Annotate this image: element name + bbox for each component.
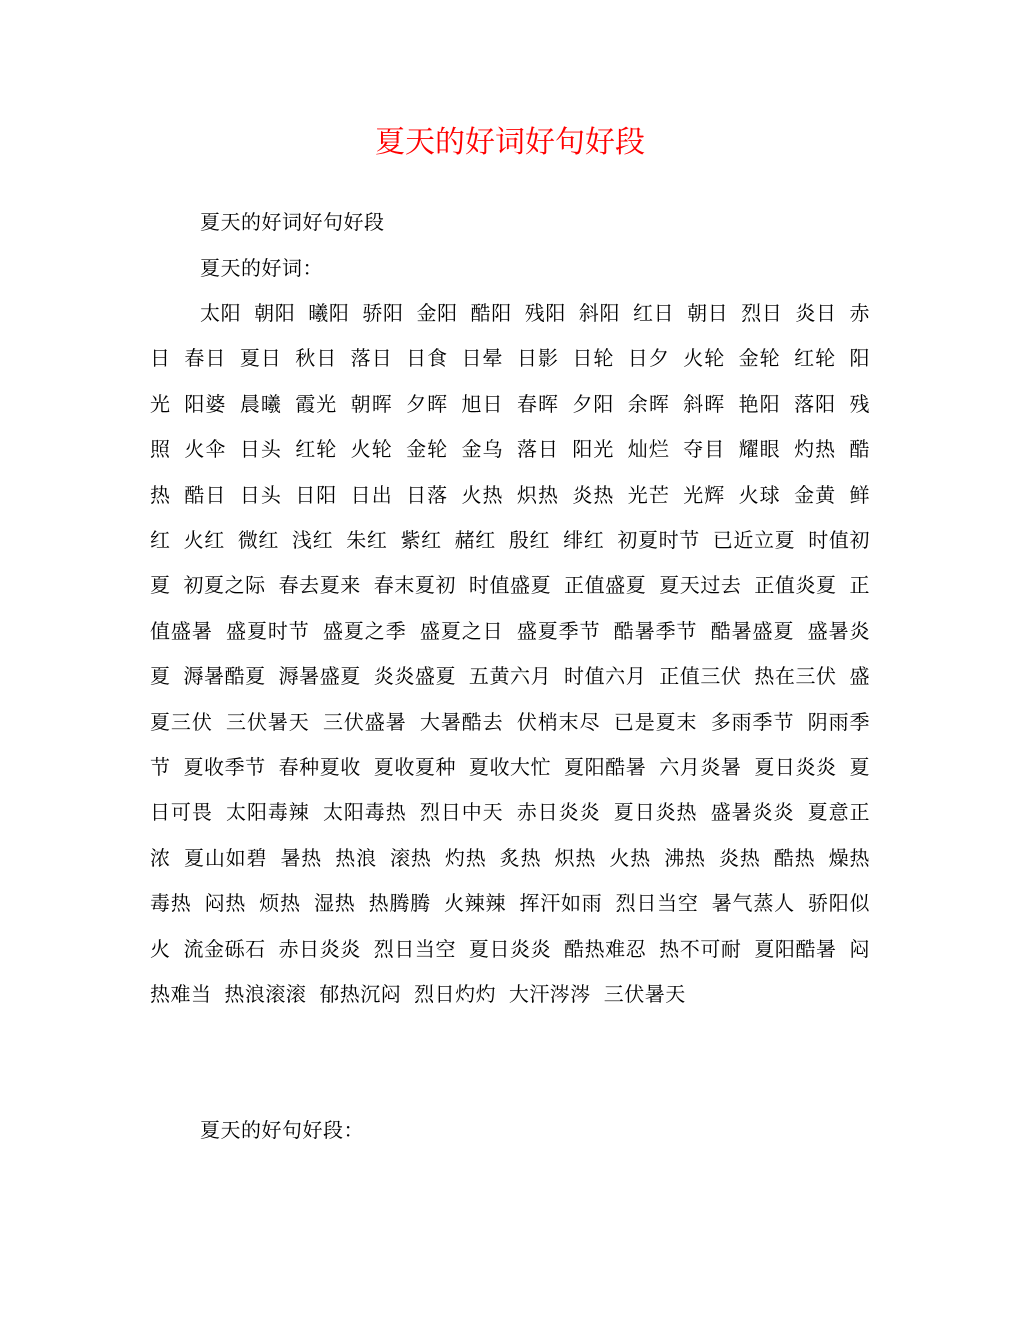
words-heading: 夏天的好词： <box>200 256 323 280</box>
document-title: 夏天的好词好句好段 <box>375 125 645 160</box>
sentences-heading: 夏天的好句好段： <box>200 1118 364 1142</box>
words-list-paragraph: 太阳 朝阳 曦阳 骄阳 金阳 酷阳 残阳 斜阳 红日 朝日 烈日 炎日 赤日 春日 夏日 秋日 落日 日食 日晕 日影 日轮 日夕 火轮 金轮 红轮 阳光 阳婆 晨曦 霞光 朝晖 夕晖 旭日 春晖 夕阳 余晖 斜晖 艳阳 落阳 残照 火伞 日头 红轮 火轮 金轮 金乌 落日 阳光 灿烂 夺目 耀眼 灼热 酷热 酷日 日头 日阳 日出 日落 火热 炽热 炎热 光芒 光辉 火球 金黄 鲜红 火红 微红 浅红 朱红 紫红 赭红 殷红 绯红 初夏时节 已近立夏 时值初夏 初夏之际 春去夏来 春末夏初 时值盛夏 正值盛夏 夏天过去 正值炎夏 正值盛暑 盛夏时节 盛夏之季 盛夏之日 盛夏季节 酷暑季节 酷暑盛夏 盛暑炎夏 溽暑酷夏 溽暑盛夏 炎炎盛夏 五黄六月 时值六月 正值三伏 热在三伏 盛夏三伏 三伏暑天 三伏盛暑 大暑酷去 伏梢末尽 已是夏末 多雨季节 阴雨季节 夏收季节 春种夏收 夏收夏种 夏收大忙 夏阳酷暑 六月炎暑 夏日炎炎 夏日可畏 太阳毒辣 太阳毒热 烈日中天 赤日炎炎 夏日炎热 盛暑炎炎 夏意正浓 夏山如碧 暑热 热浪 滚热 灼热 炙热 炽热 火热 沸热 炎热 酷热 燥热 毒热 闷热 烦热 湿热 热腾腾 火辣辣 挥汗如雨 烈日当空 暑气蒸人 骄阳似火 流金砾石 赤日炎炎 烈日当空 夏日炎炎 酷热难忍 热不可耐 夏阳酷暑 闷热难当 热浪滚滚 郁热沉闷 烈日灼灼 大汗涔涔 三伏暑天 <box>150 301 870 1007</box>
document-subtitle: 夏天的好词好句好段 <box>200 210 385 234</box>
